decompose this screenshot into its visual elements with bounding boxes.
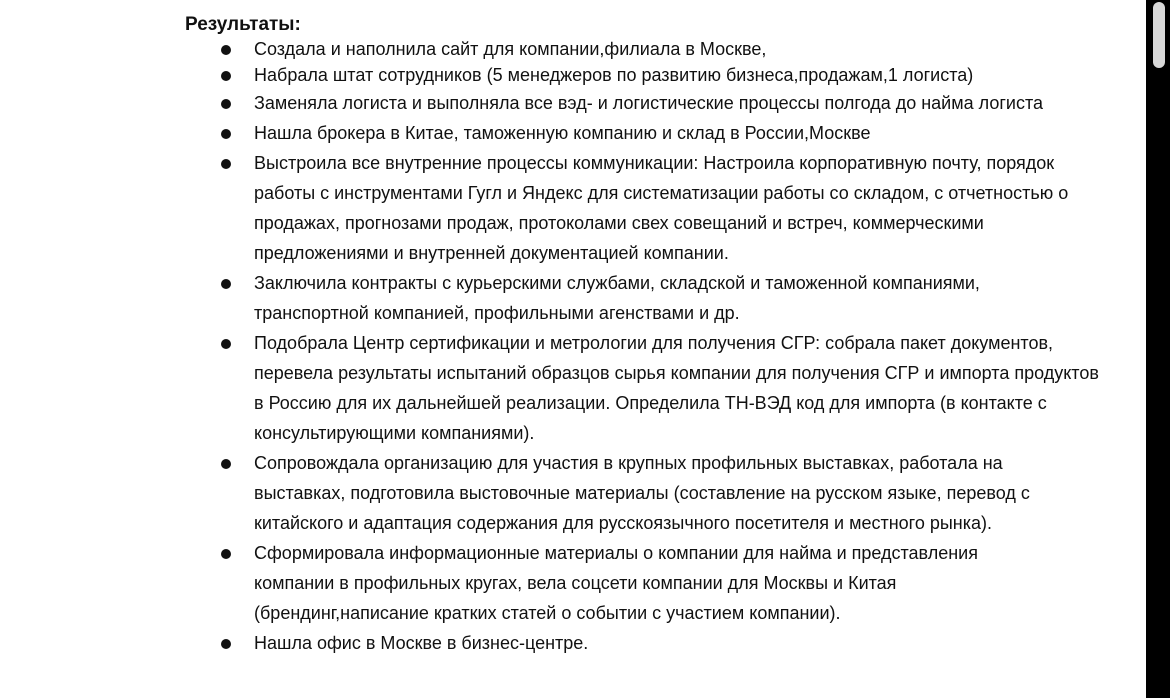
- bullet-icon: [221, 159, 231, 169]
- list-item-text: Сопровождала организацию для участия в крупных профильных выставках, работала на выставках, подготовила выстовочные материалы (составление на русском языке, перевод с китайского и адаптация содержания для русскоязычного посетителя и местного рынка).: [254, 453, 1030, 533]
- list-item-text: Нашла офис в Москве в бизнес-центре.: [254, 633, 589, 653]
- list-item: [0, 628, 1134, 658]
- bullet-icon: [221, 459, 231, 469]
- list-item: [0, 268, 1064, 328]
- list-item: [0, 118, 1134, 148]
- list-item: [0, 538, 1054, 628]
- list-item: [0, 36, 1134, 62]
- list-item-text: Заменяла логиста и выполняла все вэд- и логистические процессы полгода до найма логиста: [254, 93, 1044, 113]
- bullet-icon: [221, 339, 231, 349]
- list-item-text: Нашла брокера в Китае, таможенную компанию и склад в России,Москве: [254, 123, 871, 143]
- bullet-icon: [221, 279, 231, 289]
- results-list: [0, 36, 1134, 658]
- list-item-text: Подобрала Центр сертификации и метрологии для получения СГР: собрала пакет документов, перевела результаты испытаний образцов сырья компании для получения СГР и импорта продуктов в Россию для их дальнейшей реализации. Определила ТН-ВЭД код для импорта (в контакте с консультирующими компаниями).: [254, 333, 1099, 443]
- list-item-text: Сформировала информационные материалы о компании для найма и представления компании в профильных кругах, вела соцсети компании для Москвы и Китая (брендинг,написание кратких статей о событии с участием компании).: [254, 543, 978, 623]
- bullet-icon: [221, 129, 231, 139]
- vertical-scrollbar[interactable]: [1146, 0, 1170, 698]
- list-item: [0, 62, 1134, 88]
- section-heading: Результаты:: [185, 14, 301, 35]
- bullet-icon: [221, 45, 231, 55]
- scrollbar-thumb[interactable]: [1153, 2, 1165, 68]
- list-item: [0, 88, 1044, 118]
- list-item-text: Создала и наполнила сайт для компании,филиала в Москве,: [254, 39, 767, 59]
- list-item-text: Заключила контракты с курьерскими службами, складской и таможенной компаниями, транспортной компанией, профильными агенствами и др.: [254, 273, 980, 323]
- list-item: [0, 328, 1099, 448]
- list-item-text: Набрала штат сотрудников (5 менеджеров по развитию бизнеса,продажам,1 логиста): [254, 65, 974, 85]
- bullet-icon: [221, 549, 231, 559]
- bullet-icon: [221, 639, 231, 649]
- list-item: [0, 148, 1089, 268]
- bullet-icon: [221, 71, 231, 81]
- bullet-icon: [221, 99, 231, 109]
- list-item-text: Выстроила все внутренние процессы коммуникации: Настроила корпоративную почту, порядок работы с инструментами Гугл и Яндекс для систематизации работы со складом, с отчетностью о продажах, прогнозами продаж, протоколами свех совещаний и встреч, коммерческими предложениями и внутренней документацией компании.: [254, 153, 1069, 263]
- list-item: [0, 448, 1084, 538]
